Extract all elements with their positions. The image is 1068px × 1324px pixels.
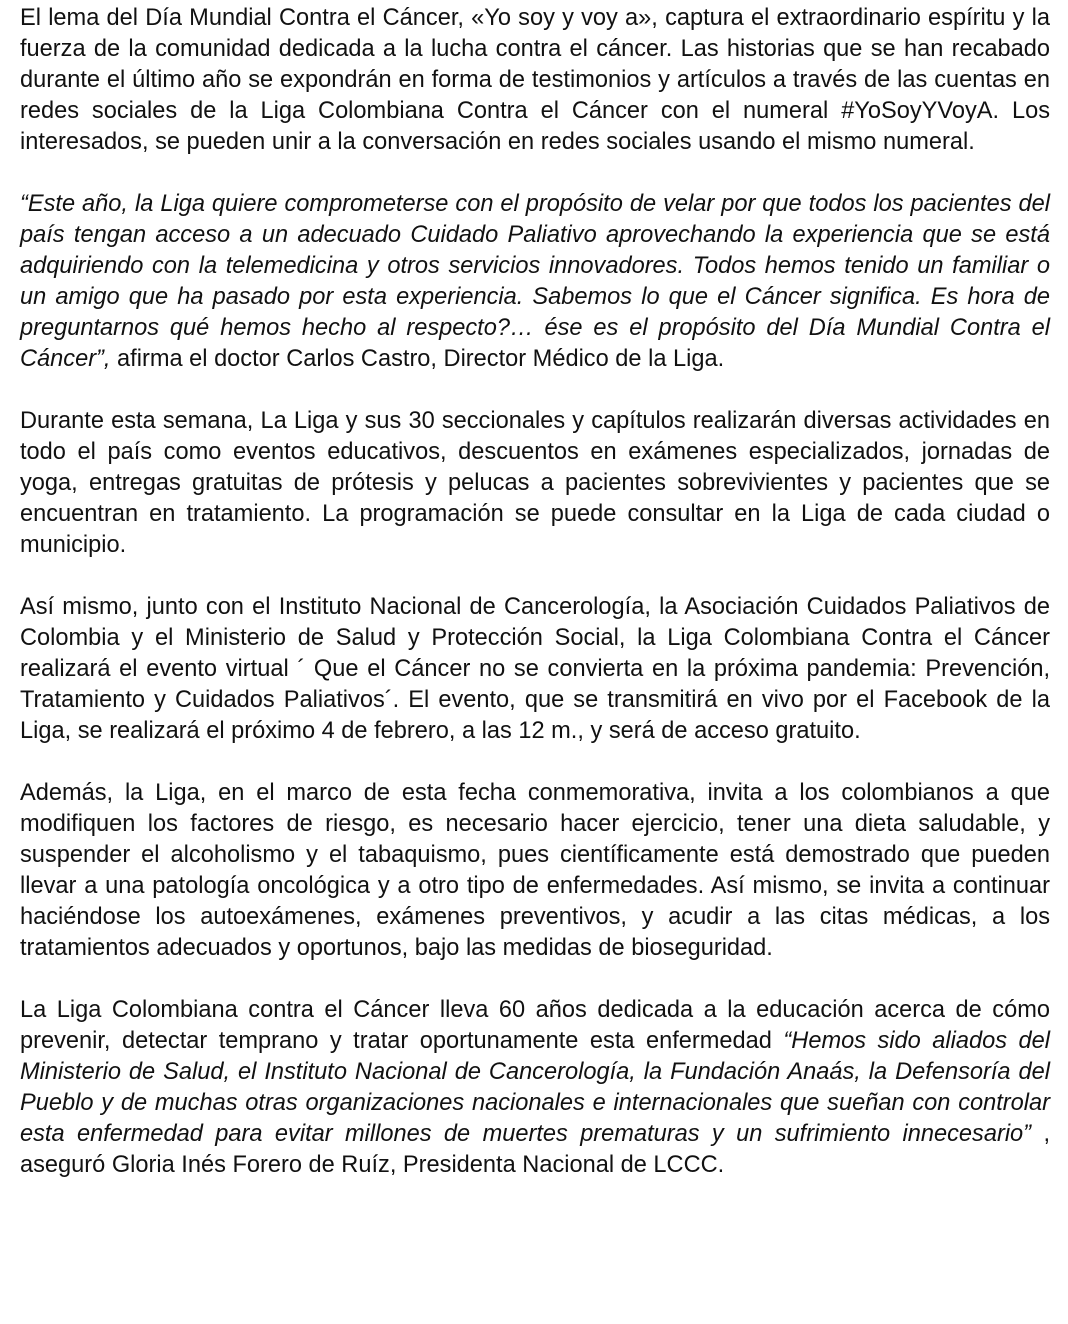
paragraph-virtual-event: [20, 592, 1050, 747]
attribution-text: , aseguró Gloria Inés Forero de Ruíz, Presidenta Nacional de LCCC.: [20, 1121, 1050, 1178]
paragraph-text: Así mismo, junto con el Instituto Nacional de Cancerología, la Asociación Cuidados Paliativos de Colombia y el Ministerio de Salud y Protección Social, la Liga Colombiana Contra el Cáncer realizará el evento virtual ´ Que el Cáncer no se convierta en la próxima pandemia: Prevención, Tratamiento y Cuidados Paliativos´. El evento, que se transmitirá en vivo por el Facebook de la Liga, se realizará el próximo 4 de febrero, a las 12 m., y será de acceso gratuito.: [20, 594, 1050, 744]
quote-text: “Este año, la Liga quiere comprometerse con el propósito de velar por que todos los pacientes del país tengan acceso a un adecuado Cuidado Paliativo aprovechando la experiencia que se está adquiriendo con la telemedicina y otros servicios innovadores. Todos hemos tenido un familiar o un amigo que ha pasado por esta experiencia. Sabemos lo que el Cáncer significa. Es hora de preguntarnos qué hemos hecho al respecto?… ése es el propósito del Día Mundial Contra el Cáncer”,: [20, 191, 1050, 372]
paragraph-text: La Liga Colombiana contra el Cáncer lleva 60 años dedicada a la educación acerca de cómo prevenir, detectar temprano y tratar oportunamente esta enfermedad: [20, 997, 1050, 1054]
paragraph-text: El lema del Día Mundial Contra el Cáncer, «Yo soy y voy a», captura el extraordinario espíritu y la fuerza de la comunidad dedicada a la lucha contra el cáncer. Las historias que se han recabado durante el último año se expondrán en forma de testimonios y artículos a través de las cuentas en redes sociales de la Liga Colombiana Contra el Cáncer con el numeral #YoSoyYVoyA. Los interesados, se pueden unir a la conversación en redes sociales usando el mismo numeral.: [20, 5, 1050, 155]
paragraph-risk-factors: [20, 778, 1050, 964]
paragraph-activities: [20, 406, 1050, 561]
article-body: [20, 3, 1050, 1181]
paragraph-text: Además, la Liga, en el marco de esta fecha conmemorativa, invita a los colombianos a que modifiquen los factores de riesgo, es necesario hacer ejercicio, tener una dieta saludable, y suspender el alcoholismo y el tabaquismo, pues científicamente está demostrado que pueden llevar a una patología oncológica y a otro tipo de enfermedades. Así mismo, se invita a continuar haciéndose los autoexámenes, exámenes preventivos, y acudir a las citas médicas, a los tratamientos adecuados y oportunos, bajo las medidas de bioseguridad.: [20, 780, 1050, 961]
attribution-text: afirma el doctor Carlos Castro, Director Médico de la Liga.: [110, 346, 725, 372]
paragraph-text: Durante esta semana, La Liga y sus 30 seccionales y capítulos realizarán diversas actividades en todo el país como eventos educativos, descuentos en exámenes especializados, jornadas de yoga, entregas gratuitas de prótesis y pelucas a pacientes sobrevivientes y pacientes que se encuentran en tratamiento. La programación se puede consultar en la Liga de cada ciudad o municipio.: [20, 408, 1050, 558]
paragraph-president-quote: [20, 995, 1050, 1181]
paragraph-director-quote: [20, 189, 1050, 375]
quote-text: “Hemos sido aliados del Ministerio de Salud, el Instituto Nacional de Cancerología, la Fundación Anaás, la Defensoría del Pueblo y de muchas otras organizaciones nacionales e internacionales que sueñan con controlar esta enfermedad para evitar millones de muertes prematuras y un sufrimiento innecesario”: [20, 1028, 1051, 1147]
paragraph-slogan: [20, 3, 1050, 158]
